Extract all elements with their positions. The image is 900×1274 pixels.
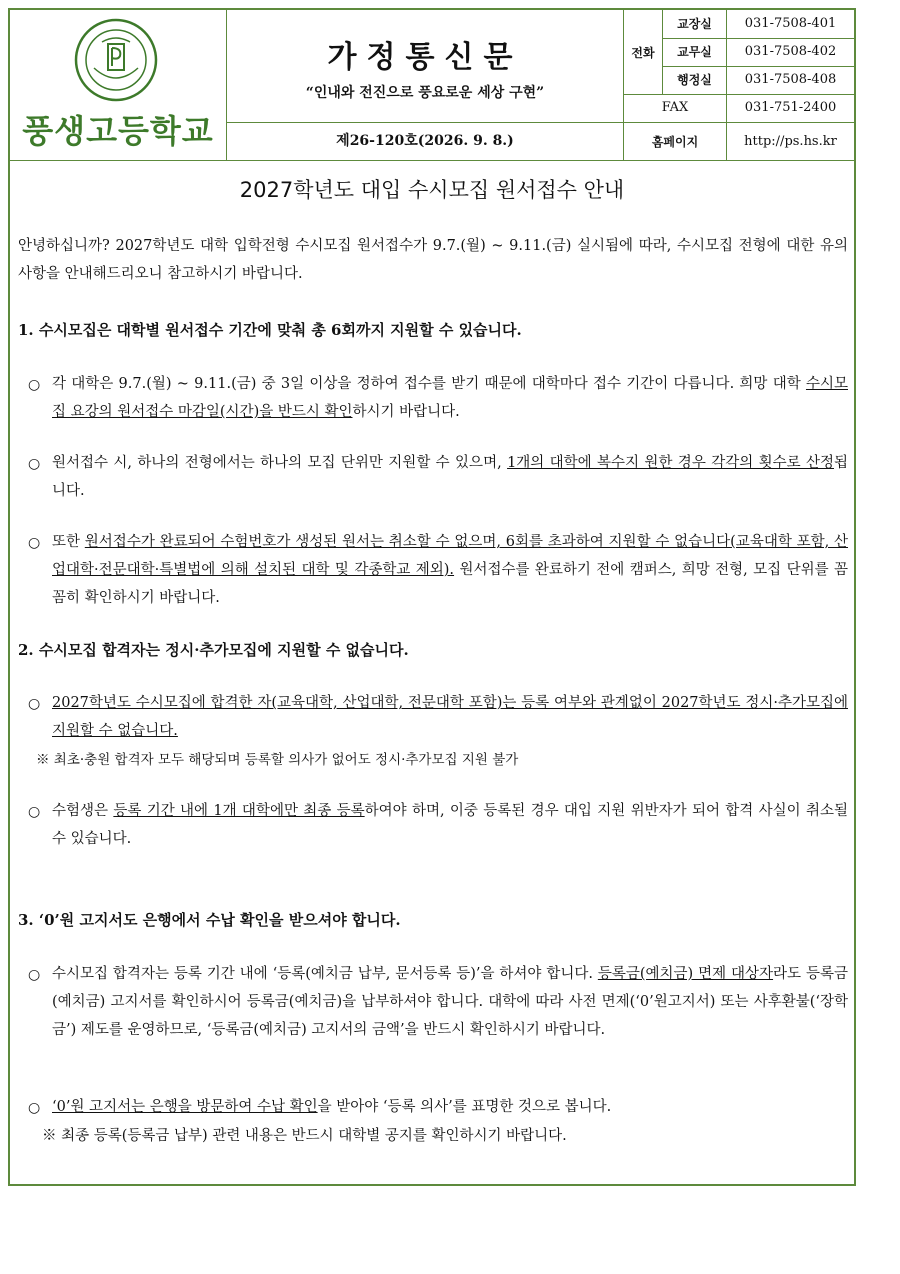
bullet-icon: ○ (28, 804, 41, 820)
bullet-icon: ○ (28, 967, 41, 983)
section-1-item-3: 또한 원서접수가 완료되어 수험번호가 생성된 원서는 취소할 수 없으며, 6회를 초과하여 지원할 수 없습니다(교육대학 포함, 산업대학·전문대학·특별법에 의해 설치된 대학 및 각종학교 제외). 원서접수를 완료하기 전에 캠퍼스, 희망 전형, 모집 단위를 꼼꼼히 확인하시기 바랍니다. (52, 534, 849, 606)
newsletter-sheet (8, 8, 856, 1186)
section-2-item-1: 2027학년도 수시모집에 합격한 자(교육대학, 산업대학, 전문대학 포함)는 등록 여부와 관계없이 2027학년도 정시·추가모집에 지원할 수 없습니다. (52, 695, 848, 739)
section-1-item-2: 원서접수 시, 하나의 전형에서는 하나의 모집 단위만 지원할 수 있으며, 1개의 대학에 복수지 원한 경우 각각의 횟수로 산정됩니다. (52, 455, 848, 499)
contact-value-admin: 031-7508-408 (744, 72, 837, 87)
homepage-link[interactable]: http://ps.hs.kr (744, 134, 837, 149)
school-motto: “인내와 전진으로 풍요로운 세상 구현” (305, 85, 545, 101)
bullet-icon: ○ (28, 456, 41, 472)
contact-label-principal: 교장실 (677, 17, 712, 31)
bullet-icon: ○ (28, 535, 41, 551)
section-2-note: ※ 최초·충원 합격자 모두 해당되며 등록할 의사가 없어도 정시·추가모집 지원 불가 (36, 752, 519, 768)
fax-label: FAX (661, 100, 689, 115)
section-3-item-1: 수시모집 합격자는 등록 기간 내에 ‘등록(예치금 납부, 문서등록 등)’을 하셔야 합니다. 등록금(예치금) 면제 대상자라도 등록금(예치금) 고지서를 확인하시어 등록금(예치금)을 납부하셔야 합니다. 대학에 따라 사전 면제(‘0’원고지서) 또는 사후환불(‘장학금’) 제도를 운영하므로, ‘등록금(예치금) 고지서의 금액’을 반드시 확인하시기 바랍니다. (52, 966, 848, 1038)
school-logo-area (10, 10, 226, 160)
issue-number: 제26-120호(2026. 9. 8.) (336, 133, 514, 149)
bullet-icon: ○ (28, 696, 41, 712)
letterhead (10, 10, 854, 162)
contact-value-academic: 031-7508-402 (744, 44, 837, 59)
section-2-item-2: 수험생은 등록 기간 내에 1개 대학에만 최종 등록하여야 하며, 이중 등록된 경우 대입 지원 위반자가 되어 합격 사실이 취소될 수 있습니다. (52, 803, 848, 847)
intro-paragraph: 안녕하십니까? 2027학년도 대학 입학전형 수시모집 원서접수가 9.7.(월) ~ 9.11.(금) 실시됨에 따라, 수시모집 전형에 대한 유의 사항을 안내해드리오니 참고하시기 바랍니다. (18, 238, 848, 282)
fax-value: 031-751-2400 (744, 100, 837, 115)
section-3-heading: 3. ‘0’원 고지서도 은행에서 수납 확인을 받으셔야 합니다. (18, 911, 401, 929)
document-title: 2027학년도 대입 수시모집 원서접수 안내 (239, 178, 625, 202)
section-3-item-2: ‘0’원 고지서는 은행을 방문하여 수납 확인을 받아야 ‘등록 의사’를 표명한 것으로 봅니다. (52, 1099, 612, 1115)
phone-label: 전화 (631, 46, 655, 60)
newsletter-title: 가정통신문 (327, 40, 523, 75)
section-3-note: ※ 최종 등록(등록금 납부) 관련 내용은 반드시 대학별 공지를 확인하시기 바랍니다. (42, 1128, 567, 1144)
section-2-heading: 2. 수시모집 합격자는 정시·추가모집에 지원할 수 없습니다. (18, 641, 409, 659)
contact-label-admin: 행정실 (677, 73, 712, 87)
contact-label-academic: 교무실 (677, 45, 712, 59)
section-1-item-1: 각 대학은 9.7.(월) ~ 9.11.(금) 중 3일 이상을 정하여 접수를 받기 때문에 대학마다 접수 기간이 다릅니다. 희망 대학 수시모집 요강의 원서접수 마감일(시간)을 반드시 확인하시기 바랍니다. (52, 376, 848, 420)
section-1-heading: 1. 수시모집은 대학별 원서접수 기간에 맞춰 총 6회까지 지원할 수 있습니다. (18, 321, 522, 339)
bullet-icon: ○ (28, 377, 41, 393)
contact-value-principal: 031-7508-401 (744, 16, 837, 31)
school-emblem-icon (74, 18, 158, 102)
bullet-icon: ○ (28, 1100, 41, 1116)
school-name: 풍생고등학교 (22, 112, 214, 150)
homepage-label: 홈페이지 (651, 135, 699, 149)
